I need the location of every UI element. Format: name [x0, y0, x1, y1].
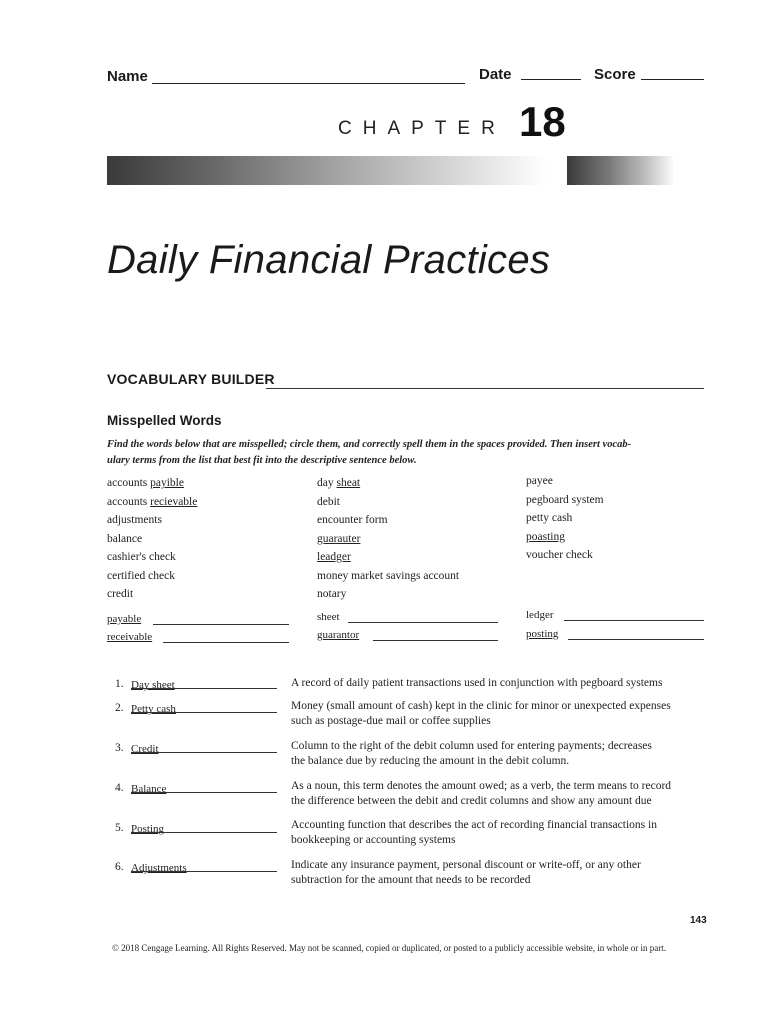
item-number: 1. — [115, 678, 124, 690]
item-answer: Petty cash — [131, 703, 176, 715]
term-item: pegboard system — [526, 493, 604, 506]
date-label: Date — [479, 66, 512, 83]
term-column-2 — [317, 477, 459, 607]
term-item: day sheat — [317, 477, 361, 489]
item-answer-line[interactable] — [131, 699, 277, 713]
section-heading: VOCABULARY BUILDER — [107, 371, 275, 387]
spelling-answer: receivable — [107, 631, 153, 643]
spelling-answer: ledger — [526, 609, 554, 621]
spelling-answer-line[interactable] — [348, 610, 498, 623]
header-band-left — [107, 156, 548, 185]
term-column-3 — [526, 475, 604, 568]
item-answer: Balance — [131, 783, 167, 795]
item-answer: Day sheet — [131, 679, 175, 691]
item-number: 6. — [115, 861, 124, 873]
term-item: leadger — [317, 551, 351, 563]
term-item: petty cash — [526, 512, 573, 524]
item-answer: Credit — [131, 743, 159, 755]
item-answer-line[interactable] — [131, 779, 277, 793]
spelling-answer-line[interactable] — [163, 630, 289, 643]
chapter-number: 18 — [519, 98, 566, 145]
term-item: poasting — [526, 530, 565, 543]
term-item: certified check — [107, 569, 175, 582]
term-item: credit — [107, 588, 134, 600]
item-answer-line[interactable] — [131, 819, 277, 833]
item-definition: Accounting function that describes the act of recording financial transactions in bookkeeping or accounting systems — [291, 819, 657, 846]
score-label: Score — [594, 66, 636, 83]
term-item: accounts recievable — [107, 495, 198, 508]
spelling-answer: payable — [107, 613, 142, 625]
term-item: payee — [526, 475, 553, 487]
item-number: 2. — [115, 702, 124, 714]
subsection-heading: Misspelled Words — [107, 413, 222, 428]
item-definition: Column to the right of the debit column used for entering payments; decreases the balance due by reducing the amount in the debit column. — [291, 740, 652, 767]
spelling-answer-line[interactable] — [568, 627, 704, 640]
page-number: 143 — [690, 915, 707, 926]
header-band-right — [567, 156, 673, 185]
item-answer: Adjustments — [131, 862, 187, 874]
term-item: money market savings account — [317, 569, 460, 582]
term-item: accounts payible — [107, 477, 184, 489]
term-item: notary — [317, 588, 347, 600]
item-number: 3. — [115, 742, 124, 754]
item-answer-line[interactable] — [131, 858, 277, 872]
item-answer: Posting — [131, 823, 165, 835]
date-field[interactable] — [521, 66, 581, 80]
item-answer-line[interactable] — [131, 739, 277, 753]
copyright-notice: © 2018 Cengage Learning. All Rights Reserved. May not be scanned, copied or duplicated, or posted to a publicly accessible website, in whole or in part. — [112, 943, 666, 953]
term-item: adjustments — [107, 514, 162, 526]
term-item: encounter form — [317, 514, 388, 526]
spelling-answer: guarantor — [317, 629, 360, 641]
spelling-answer-line[interactable] — [153, 612, 289, 625]
term-item: debit — [317, 495, 340, 508]
spelling-answer-line[interactable] — [564, 608, 704, 621]
term-item: voucher check — [526, 549, 593, 561]
term-item: guarauter — [317, 532, 361, 545]
item-definition: Money (small amount of cash) kept in the clinic for minor or unexpected expenses such as postage-due mail or coffee supplies — [291, 700, 671, 727]
instructions: Find the words below that are misspelled; circle them, and correctly spell them in the spaces provided. Then insert vocab- ulary terms from the list that best fit into the descriptive sentence below. — [107, 439, 632, 466]
spelling-answer: sheet — [317, 611, 340, 623]
score-field[interactable] — [641, 66, 704, 80]
item-answer-line[interactable] — [131, 675, 277, 689]
name-label: Name — [107, 68, 148, 85]
item-number: 5. — [115, 822, 124, 834]
term-item: balance — [107, 532, 143, 545]
spelling-answer: posting — [526, 628, 559, 640]
item-definition: As a noun, this term denotes the amount owed; as a verb, the term means to record the difference between the debit and credit columns and show any amount due — [291, 780, 672, 807]
page-title: Daily Financial Practices — [107, 238, 551, 282]
chapter-word: CHAPTER — [338, 118, 506, 139]
term-item: cashier's check — [107, 551, 176, 563]
item-definition: A record of daily patient transactions used in conjunction with pegboard systems — [291, 677, 663, 689]
item-definition: Indicate any insurance payment, personal discount or write-off, or any other subtraction for the amount that needs to be recorded — [291, 859, 641, 886]
name-field[interactable] — [152, 70, 465, 84]
item-number: 4. — [115, 782, 124, 794]
spelling-answer-line[interactable] — [373, 628, 498, 641]
section-rule — [266, 376, 704, 389]
term-column-1 — [107, 477, 197, 607]
